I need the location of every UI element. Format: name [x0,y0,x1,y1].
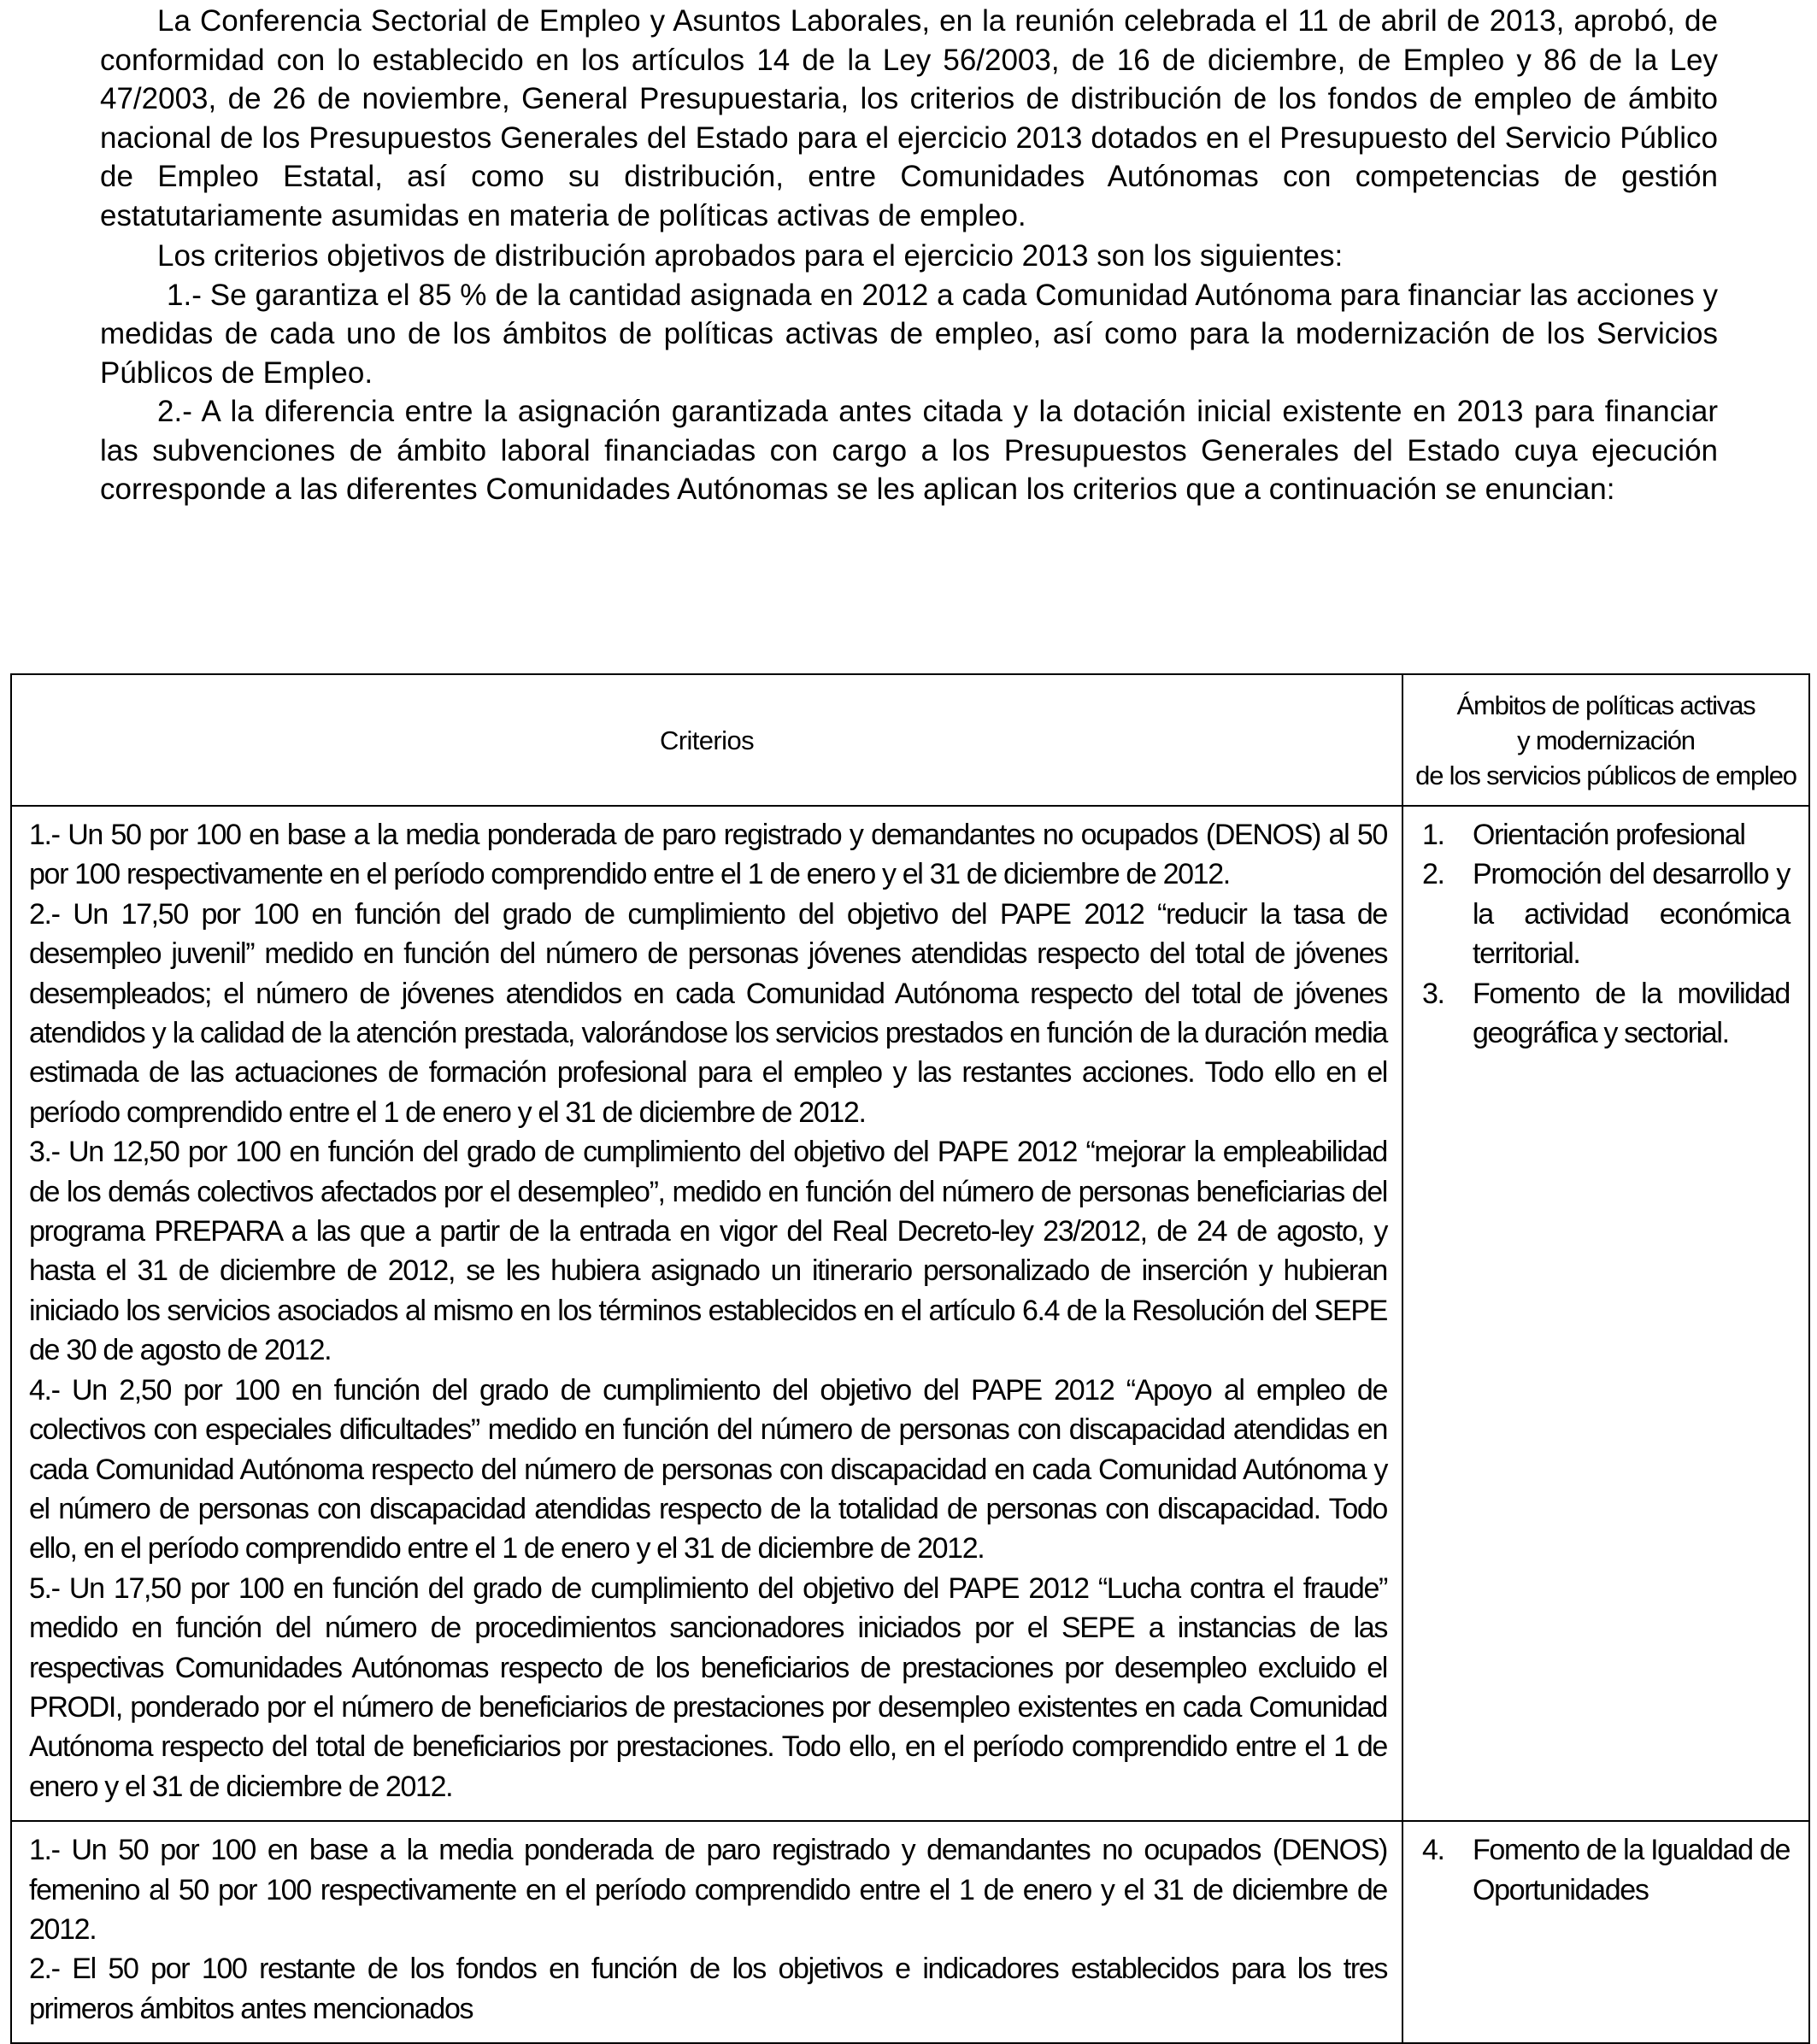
ambitos-list [1422,815,1790,1053]
criterio-item: 3.- Un 12,50 por 100 en función del grado de cumplimiento del objetivo del PAPE 2012 “mejorar la empleabilidad de los demás colectivos afectados por el desempleo”, medido en función del número de personas beneficiarias del programa PREPARA a las que a partir de la entrada en vigor del Real Decreto-ley 23/2012, de 24 de agosto, y hasta el 31 de diciembre de 2012, se les hubiera asignado un itinerario personalizado de inserción y hubieran iniciado los servicios asociados al mismo en los términos establecidos en el artículo 6.4 de la Resolución del SEPE de 30 de agosto de 2012. [29,1136,1387,1367]
ambitos-cell [1402,1821,1809,2043]
criteria-item-2: 2.- A la diferencia entre la asignación garantizada antes citada y la dotación inicial existente en 2013 para financiar las subvenciones de ámbito laboral financiadas con cargo a los Presupuestos Generales del Estado cuya ejecución corresponde a las diferentes Comunidades Autónomas se les aplican los criterios que a continuación se enuncian: [100,395,1718,506]
ambito-item [1422,974,1790,1054]
header-criterios: Criterios [11,674,1402,806]
ambito-text: Fomento de la movilidad geográfica y sectorial. [1473,977,1790,1050]
table-header-row [11,674,1809,806]
header-ambitos-line: Ámbitos de políticas activas [1456,690,1755,720]
ambito-number: 3. [1422,977,1444,1010]
criterio-item: 5.- Un 17,50 por 100 en función del grado de cumplimiento del objetivo del PAPE 2012 “Lucha contra el fraude” medido en función del número de procedimientos sancionadores iniciados por el SEPE a instancias de las respectivas Comunidades Autónomas respecto de los beneficiarios de prestaciones por desempleo excluido el PRODI, ponderado por el número de beneficiarios de prestaciones por desempleo existentes en cada Comunidad Autónoma respecto del total de beneficiarios por prestaciones. Todo ello, en el período comprendido entre el 1 de enero y el 31 de diciembre de 2012. [29,1571,1387,1803]
criterios-cell [11,1821,1402,2043]
table-row [11,1821,1809,2043]
ambito-item [1422,855,1790,973]
header-ambitos [1402,674,1809,806]
ambitos-cell [1402,806,1809,1821]
criterio-item: 2.- El 50 por 100 restante de los fondos en función de los objetivos e indicadores establecidos para los tres primeros ámbitos antes mencionados [29,1953,1387,2025]
ambito-number: 4. [1422,1834,1444,1867]
intro-paragraph: Los criterios objetivos de distribución aprobados para el ejercicio 2013 son los siguientes: [157,239,1344,273]
header-ambitos-line: y modernización [1517,725,1695,755]
ambito-text: Orientación profesional [1473,819,1745,851]
intro-paragraph: La Conferencia Sectorial de Empleo y Asuntos Laborales, en la reunión celebrada el 11 de abril de 2013, aprobó, de conformidad con lo establecido en los artículos 14 de la Ley 56/2003, de 16 de diciembre, de Empleo y 86 de la Ley 47/2003, de 26 de noviembre, General Presupuestaria, los criterios de distribución de los fondos de empleo de ámbito nacional de los Presupuestos Generales del Estado para el ejercicio 2013 dotados en el Presupuesto del Servicio Público de Empleo Estatal, así como su distribución, entre Comunidades Autónomas con competencias de gestión estatutariamente asumidas en materia de políticas activas de empleo. [100,4,1718,232]
ambito-text: Fomento de la Igualdad de Oportunidades [1473,1834,1790,1906]
ambito-item [1422,815,1790,855]
ambitos-list [1422,1830,1790,1910]
ambito-number: 1. [1422,819,1444,851]
table-row [11,806,1809,1821]
ambito-text: Promoción del desarrollo y la actividad económica territorial. [1473,858,1790,971]
criterio-item: 1.- Un 50 por 100 en base a la media ponderada de paro registrado y demandantes no ocupados (DENOS) al 50 por 100 respectivamente en el período comprendido entre el 1 de enero y el 31 de diciembre de 2012. [29,819,1387,891]
criterio-item: 4.- Un 2,50 por 100 en función del grado de cumplimiento del objetivo del PAPE 2012 “Apoyo al empleo de colectivos con especiales dificultades” medido en función del número de personas con discapacidad atendidas en cada Comunidad Autónoma respecto del número de personas con discapacidad en cada Comunidad Autónoma y el número de personas con discapacidad atendidas respecto de la totalidad de personas con discapacidad. Todo ello, en el período comprendido entre el 1 de enero y el 31 de diciembre de 2012. [29,1373,1387,1565]
criterio-item: 2.- Un 17,50 por 100 en función del grado de cumplimiento del objetivo del PAPE 2012 “reducir la tasa de desempleo juvenil” medido en función del número de personas jóvenes atendidas respecto del total de jóvenes desempleados; el número de jóvenes atendidos en cada Comunidad Autónoma respecto del total de jóvenes atendidos y la calidad de la atención prestada, valorándose los servicios prestados en función de la duración media estimada de las actuaciones de formación profesional para el empleo y las restantes acciones. Todo ello en el período comprendido entre el 1 de enero y el 31 de diciembre de 2012. [29,897,1387,1129]
ambito-number: 2. [1422,858,1444,891]
criterios-cell [11,806,1402,1821]
ambito-item [1422,1830,1790,1910]
criteria-item-1: 1.- Se garantiza el 85 % de la cantidad asignada en 2012 a cada Comunidad Autónoma para financiar las acciones y medidas de cada uno de los ámbitos de políticas activas de empleo, así como para la modernización de los Servicios Públicos de Empleo. [100,278,1718,390]
criteria-table [10,673,1810,2044]
criterio-item: 1.- Un 50 por 100 en base a la media ponderada de paro registrado y demandantes no ocupados (DENOS) femenino al 50 por 100 respectivamente en el período comprendido entre el 1 de enero y el 31 de diciembre de 2012. [29,1834,1387,1946]
intro-text [100,2,1718,509]
header-ambitos-line: de los servicios públicos de empleo [1415,760,1796,790]
